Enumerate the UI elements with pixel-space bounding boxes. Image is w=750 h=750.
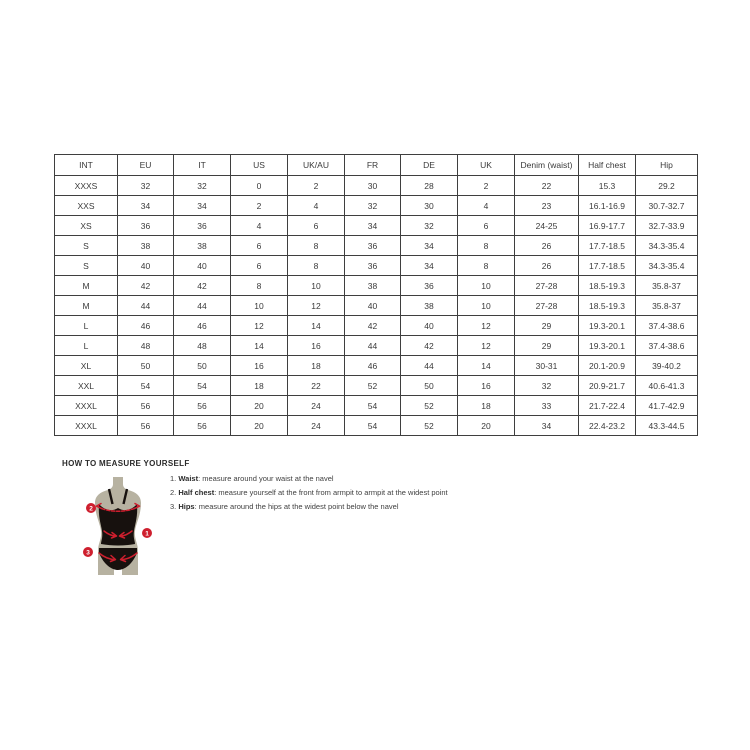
badge-waist-number: 1	[145, 530, 149, 538]
table-cell: 34.3-35.4	[636, 236, 698, 256]
table-cell: XXXL	[55, 396, 118, 416]
table-cell: 42	[118, 276, 174, 296]
table-cell: 56	[174, 396, 231, 416]
table-cell: 27-28	[515, 296, 579, 316]
table-cell: 29.2	[636, 176, 698, 196]
table-cell: 54	[118, 376, 174, 396]
column-header-uk-au: UK/AU	[288, 155, 345, 176]
table-cell: 50	[118, 356, 174, 376]
table-cell: 34	[118, 196, 174, 216]
table-cell: 34	[174, 196, 231, 216]
table-cell: 4	[458, 196, 515, 216]
table-cell: 36	[345, 256, 401, 276]
table-cell: 20	[231, 396, 288, 416]
table-cell: 20	[231, 416, 288, 436]
step-text: : measure yourself at the front from armpit to armpit at the widest point	[214, 488, 448, 497]
table-cell: 35.8-37	[636, 276, 698, 296]
table-cell: 54	[174, 376, 231, 396]
table-cell: 32	[401, 216, 458, 236]
column-header-it: IT	[174, 155, 231, 176]
table-cell: XXXL	[55, 416, 118, 436]
badge-hips-number: 3	[86, 549, 90, 557]
table-cell: 16.9-17.7	[579, 216, 636, 236]
table-cell: 8	[231, 276, 288, 296]
table-cell: 17.7-18.5	[579, 236, 636, 256]
table-cell: 19.3-20.1	[579, 316, 636, 336]
table-cell: 8	[288, 256, 345, 276]
size-chart-header	[55, 155, 698, 176]
column-header-hip: Hip	[636, 155, 698, 176]
table-cell: 23	[515, 196, 579, 216]
table-cell: 29	[515, 336, 579, 356]
table-cell: 52	[401, 396, 458, 416]
table-cell: 48	[118, 336, 174, 356]
table-cell: 24-25	[515, 216, 579, 236]
table-cell: L	[55, 336, 118, 356]
table-cell: S	[55, 256, 118, 276]
column-header-eu: EU	[118, 155, 174, 176]
table-cell: 38	[401, 296, 458, 316]
table-cell: XXXS	[55, 176, 118, 196]
table-cell: 6	[231, 256, 288, 276]
table-cell: 38	[118, 236, 174, 256]
table-cell: 39-40.2	[636, 356, 698, 376]
table-cell: 38	[345, 276, 401, 296]
table-cell: 56	[118, 416, 174, 436]
table-cell: 6	[288, 216, 345, 236]
table-cell: 14	[458, 356, 515, 376]
badge-chest-number: 2	[89, 505, 93, 513]
table-cell: 26	[515, 236, 579, 256]
table-cell: 43.3-44.5	[636, 416, 698, 436]
measure-step	[170, 475, 448, 483]
table-cell: 8	[458, 236, 515, 256]
table-cell: 35.8-37	[636, 296, 698, 316]
table-cell: 20.9-21.7	[579, 376, 636, 396]
measure-step	[170, 503, 448, 511]
table-cell: 56	[174, 416, 231, 436]
table-cell: 37.4-38.6	[636, 336, 698, 356]
table-cell: 26	[515, 256, 579, 276]
measure-step	[170, 489, 448, 497]
table-cell: 44	[345, 336, 401, 356]
table-cell: 16	[231, 356, 288, 376]
table-cell: 16	[288, 336, 345, 356]
table-cell: 34	[401, 256, 458, 276]
table-cell: 10	[288, 276, 345, 296]
table-cell: 36	[345, 236, 401, 256]
table-cell: 16.1-16.9	[579, 196, 636, 216]
step-number: 2.	[170, 488, 179, 497]
table-cell: 15.3	[579, 176, 636, 196]
table-cell: 6	[458, 216, 515, 236]
table-cell: 34	[345, 216, 401, 236]
table-cell: 6	[231, 236, 288, 256]
table-cell: 32	[345, 196, 401, 216]
step-text: : measure around your waist at the navel	[198, 474, 334, 483]
table-cell: 37.4-38.6	[636, 316, 698, 336]
table-cell: 16	[458, 376, 515, 396]
step-text: : measure around the hips at the widest point below the navel	[194, 502, 399, 511]
table-cell: 44	[118, 296, 174, 316]
table-cell: 27-28	[515, 276, 579, 296]
size-chart-table	[54, 154, 698, 436]
table-cell: 46	[345, 356, 401, 376]
table-cell: 0	[231, 176, 288, 196]
table-cell: 34	[515, 416, 579, 436]
table-row	[55, 336, 698, 356]
table-cell: 42	[174, 276, 231, 296]
table-cell: 8	[288, 236, 345, 256]
measure-section-title: HOW TO MEASURE YOURSELF	[62, 459, 190, 468]
table-cell: 22	[288, 376, 345, 396]
table-row	[55, 256, 698, 276]
table-row	[55, 216, 698, 236]
table-cell: M	[55, 296, 118, 316]
table-cell: 38	[174, 236, 231, 256]
step-label: Waist	[178, 474, 199, 483]
table-row	[55, 276, 698, 296]
table-cell: 2	[458, 176, 515, 196]
table-cell: 44	[174, 296, 231, 316]
step-number: 3.	[170, 502, 179, 511]
table-cell: 10	[231, 296, 288, 316]
table-cell: XS	[55, 216, 118, 236]
column-header-uk: UK	[458, 155, 515, 176]
table-cell: XXL	[55, 376, 118, 396]
table-cell: 2	[288, 176, 345, 196]
table-cell: 52	[401, 416, 458, 436]
table-cell: S	[55, 236, 118, 256]
table-cell: 44	[401, 356, 458, 376]
table-row	[55, 296, 698, 316]
table-cell: 41.7-42.9	[636, 396, 698, 416]
table-cell: 12	[288, 296, 345, 316]
column-header-denim-waist: Denim (waist)	[515, 155, 579, 176]
table-cell: 28	[401, 176, 458, 196]
table-cell: 42	[401, 336, 458, 356]
table-cell: 40	[174, 256, 231, 276]
table-cell: 30	[345, 176, 401, 196]
table-cell: 24	[288, 396, 345, 416]
table-cell: 24	[288, 416, 345, 436]
table-cell: 36	[401, 276, 458, 296]
table-cell: 18.5-19.3	[579, 296, 636, 316]
table-cell: 22.4-23.2	[579, 416, 636, 436]
step-number: 1.	[170, 474, 179, 483]
table-cell: 42	[345, 316, 401, 336]
table-cell: 54	[345, 416, 401, 436]
table-cell: 50	[174, 356, 231, 376]
table-cell: 40	[118, 256, 174, 276]
table-cell: 34.3-35.4	[636, 256, 698, 276]
table-cell: 30-31	[515, 356, 579, 376]
measure-steps-list	[170, 475, 448, 517]
header-row	[55, 155, 698, 176]
column-header-int: INT	[55, 155, 118, 176]
step-label: Half chest	[178, 488, 215, 497]
table-cell: 36	[118, 216, 174, 236]
table-cell: 52	[345, 376, 401, 396]
table-cell: 12	[231, 316, 288, 336]
table-cell: 46	[118, 316, 174, 336]
table-cell: 4	[231, 216, 288, 236]
table-cell: 20	[458, 416, 515, 436]
table-cell: 32	[174, 176, 231, 196]
table-cell: 32	[118, 176, 174, 196]
table-cell: 36	[174, 216, 231, 236]
table-cell: 34	[401, 236, 458, 256]
table-row	[55, 416, 698, 436]
table-cell: 30.7-32.7	[636, 196, 698, 216]
table-cell: 2	[231, 196, 288, 216]
table-cell: 54	[345, 396, 401, 416]
table-cell: L	[55, 316, 118, 336]
table-cell: 22	[515, 176, 579, 196]
measurement-mannequin-figure	[82, 477, 154, 579]
table-cell: 56	[118, 396, 174, 416]
table-cell: 19.3-20.1	[579, 336, 636, 356]
table-cell: 17.7-18.5	[579, 256, 636, 276]
table-cell: 14	[288, 316, 345, 336]
table-cell: 4	[288, 196, 345, 216]
table-cell: 30	[401, 196, 458, 216]
column-header-us: US	[231, 155, 288, 176]
table-cell: 10	[458, 276, 515, 296]
table-cell: 10	[458, 296, 515, 316]
table-cell: 32	[515, 376, 579, 396]
table-row	[55, 316, 698, 336]
table-cell: 40.6-41.3	[636, 376, 698, 396]
table-cell: 46	[174, 316, 231, 336]
size-chart-body	[55, 176, 698, 436]
table-cell: XXS	[55, 196, 118, 216]
table-cell: 48	[174, 336, 231, 356]
table-row	[55, 396, 698, 416]
table-cell: 21.7-22.4	[579, 396, 636, 416]
table-cell: 40	[401, 316, 458, 336]
column-header-half-chest: Half chest	[579, 155, 636, 176]
table-cell: 18	[458, 396, 515, 416]
table-row	[55, 236, 698, 256]
table-cell: 33	[515, 396, 579, 416]
table-row	[55, 196, 698, 216]
table-cell: 29	[515, 316, 579, 336]
table-cell: 18	[231, 376, 288, 396]
table-cell: M	[55, 276, 118, 296]
table-row	[55, 176, 698, 196]
table-cell: 14	[231, 336, 288, 356]
table-cell: XL	[55, 356, 118, 376]
table-cell: 50	[401, 376, 458, 396]
table-cell: 18	[288, 356, 345, 376]
table-row	[55, 356, 698, 376]
table-cell: 20.1-20.9	[579, 356, 636, 376]
table-cell: 18.5-19.3	[579, 276, 636, 296]
column-header-fr: FR	[345, 155, 401, 176]
table-row	[55, 376, 698, 396]
table-cell: 32.7-33.9	[636, 216, 698, 236]
step-label: Hips	[178, 502, 195, 511]
table-cell: 40	[345, 296, 401, 316]
table-cell: 12	[458, 316, 515, 336]
column-header-de: DE	[401, 155, 458, 176]
table-cell: 8	[458, 256, 515, 276]
table-cell: 12	[458, 336, 515, 356]
